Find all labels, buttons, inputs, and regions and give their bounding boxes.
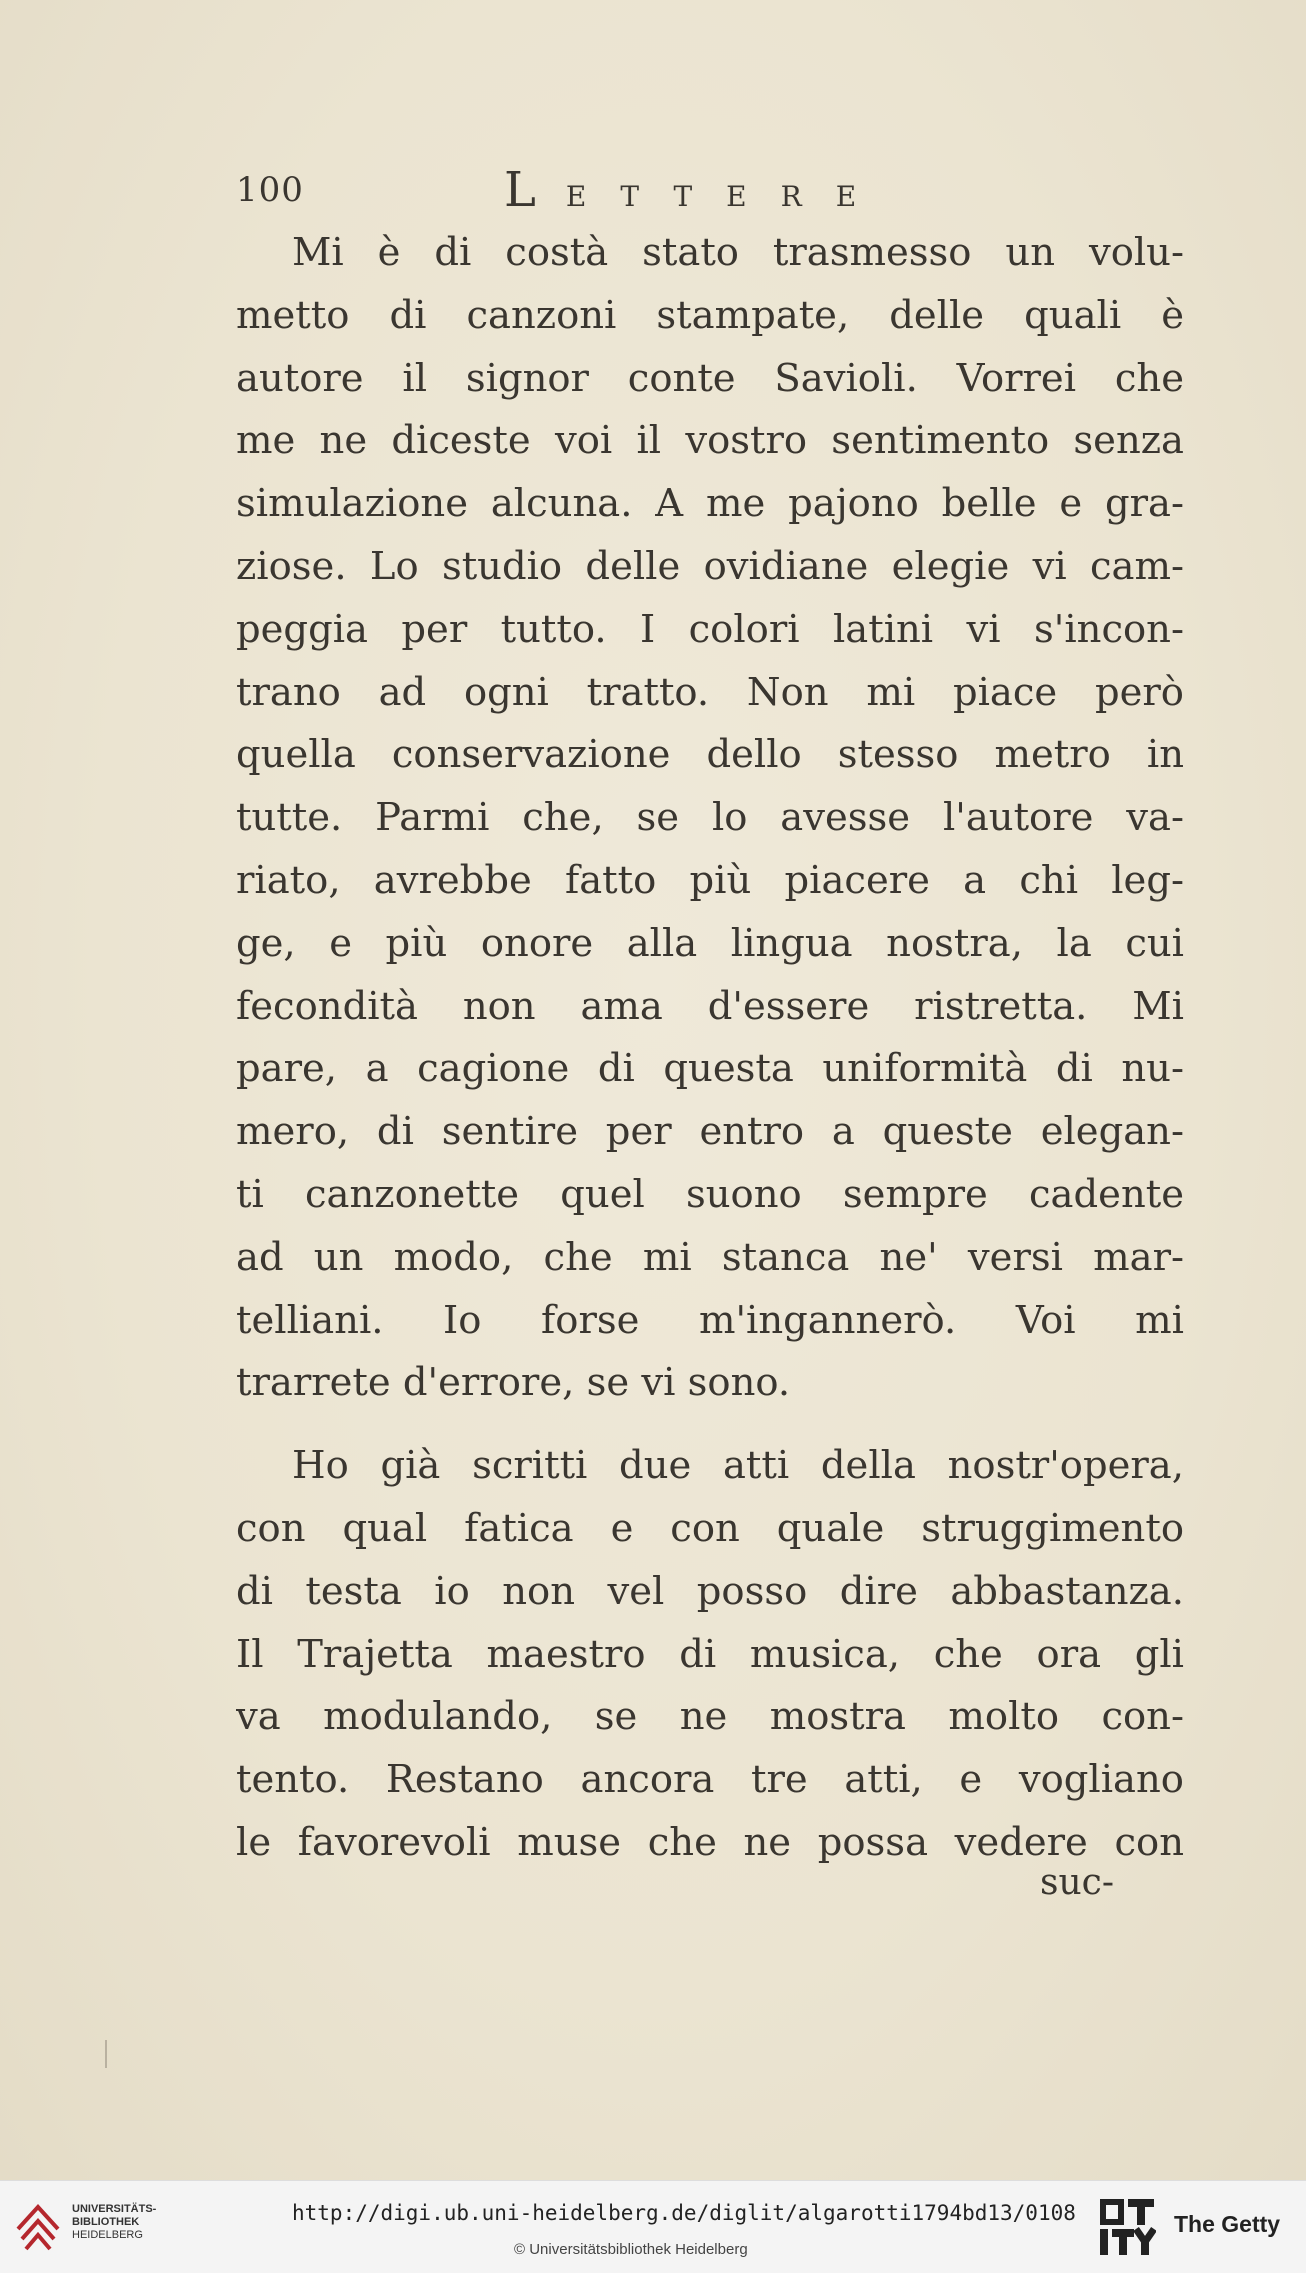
library-name-line: BIBLIOTHEK — [72, 2216, 140, 2228]
text-line: ge, e più onore alla lingua nostra, la cui — [236, 920, 1184, 966]
text-line: simulazione alcuna. A me pajono belle e gra- — [236, 481, 1184, 527]
text-line: ziose. Lo studio delle ovidiane elegie vi cam- — [236, 543, 1184, 589]
text-line: le favorevoli muse che ne possa vedere con — [236, 1819, 1184, 1865]
library-name — [72, 2203, 156, 2242]
text-line: trarrete d'errore, se vi sono. — [236, 1360, 791, 1406]
margin-mark — [105, 2040, 107, 2068]
partner-name: The Getty — [1174, 2211, 1281, 2237]
page-header — [236, 162, 936, 222]
text-line: tento. Restano ancora tre atti, e vogliano — [236, 1757, 1184, 1803]
text-line: quella conservazione dello stesso metro in — [236, 732, 1184, 778]
text-line: riato, avrebbe fatto più piacere a chi leg- — [236, 857, 1184, 903]
text-line: ad un modo, che mi stanca ne' versi mar- — [236, 1234, 1184, 1280]
running-head — [504, 162, 890, 218]
text-line: trano ad ogni tratto. Non mi piace però — [236, 669, 1184, 715]
text-line: autore il signor conte Savioli. Vorrei che — [236, 355, 1184, 401]
text-line: Mi è di costà stato trasmesso un volu- — [292, 230, 1184, 275]
text-line: mero, di sentire per entro a queste elegan- — [236, 1109, 1184, 1155]
text-line: peggia per tutto. I colori latini vi s'incon- — [236, 606, 1184, 652]
catchword: suc- — [1040, 1862, 1114, 1903]
text-line: me ne diceste voi il vostro sentimento senza — [236, 418, 1184, 464]
body-text — [236, 222, 1184, 1875]
text-line: pare, a cagione di questa uniformità di nu- — [236, 1046, 1184, 1092]
text-line: di testa io non vel posso dire abbastanza. — [236, 1568, 1184, 1614]
text-line: va modulando, se ne mostra molto con- — [236, 1694, 1184, 1740]
text-line: con qual fatica e con quale struggimento — [236, 1505, 1184, 1551]
running-head-initial: L — [504, 162, 536, 218]
text-line: fecondità non ama d'essere ristretta. Mi — [236, 983, 1184, 1029]
permalink-url[interactable]: http://digi.ub.uni-heidelberg.de/diglit/algarotti1794bd13/0108 — [292, 2201, 1076, 2225]
text-line: telliani. Io forse m'ingannerò. Voi mi — [236, 1297, 1184, 1343]
text-line: Il Trajetta maestro di musica, che ora gli — [236, 1631, 1184, 1677]
library-name-line: UNIVERSITÄTS- — [72, 2203, 157, 2215]
text-line: metto di canzoni stampate, delle quali è — [236, 292, 1184, 338]
paragraph-gap — [236, 1415, 1184, 1435]
text-line: ti canzonette quel suono sempre cadente — [236, 1171, 1184, 1217]
getty-logo-icon[interactable] — [1098, 2197, 1156, 2257]
page-number: 100 — [236, 170, 304, 210]
library-name-line: HEIDELBERG — [72, 2229, 143, 2241]
viewer-footer — [0, 2180, 1306, 2273]
text-line: tutte. Parmi che, se lo avesse l'autore va- — [236, 795, 1184, 841]
text-line: Ho già scritti due atti della nostr'opera, — [292, 1443, 1184, 1489]
running-head-rest: ETTERE — [565, 180, 891, 213]
copyright-notice: © Universitätsbibliothek Heidelberg — [514, 2241, 748, 2258]
ub-heidelberg-logo-icon[interactable] — [12, 2199, 64, 2251]
